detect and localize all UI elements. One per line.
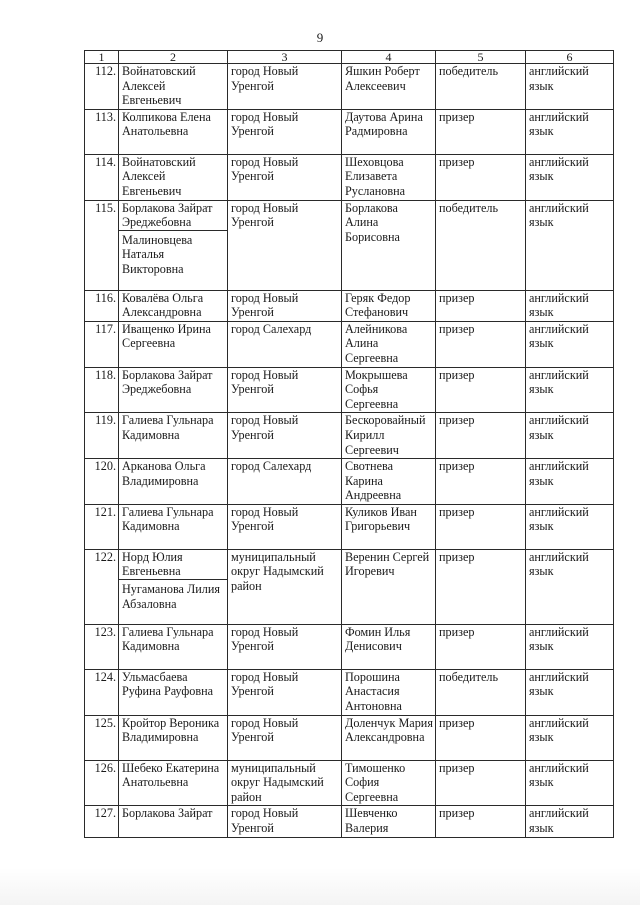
table-row xyxy=(85,504,614,549)
teacher-name: Нугаманова Лилия Абзаловна xyxy=(119,579,227,611)
table-row xyxy=(85,154,614,200)
place-cell: муниципальный округ Надымский район xyxy=(228,760,342,806)
teacher-name: Кройтор Вероника Владимировна xyxy=(122,715,220,745)
student-cell: Веренин Сергей Игоревич xyxy=(342,549,436,624)
teacher-cell xyxy=(119,321,228,367)
teacher-cell xyxy=(119,715,228,760)
status-cell: призер xyxy=(436,290,526,321)
row-number: 119. xyxy=(85,413,119,459)
teacher-cell xyxy=(119,669,228,715)
student-cell: Алейникова Алина Сергеевна xyxy=(342,321,436,367)
teacher-cell xyxy=(119,290,228,321)
place-cell: город Новый Уренгой xyxy=(228,413,342,459)
status-cell: победитель xyxy=(436,64,526,110)
subject-cell: английский язык xyxy=(526,760,614,806)
column-header: 4 xyxy=(342,51,436,64)
teacher-cell xyxy=(119,549,228,624)
status-cell: призер xyxy=(436,413,526,459)
status-cell: призер xyxy=(436,109,526,154)
teacher-name: Норд Юлия Евгеньевна xyxy=(122,549,183,579)
column-header: 6 xyxy=(526,51,614,64)
table-row xyxy=(85,669,614,715)
place-cell: город Салехард xyxy=(228,321,342,367)
teacher-cell xyxy=(119,624,228,669)
table-row xyxy=(85,624,614,669)
teacher-name: Галиева Гульнара Кадимовна xyxy=(122,504,214,534)
teacher-name: Борлакова Зайрат Эреджебовна xyxy=(122,200,213,230)
place-cell: город Новый Уренгой xyxy=(228,624,342,669)
teacher-name: Шебеко Екатерина Анатольевна xyxy=(122,760,220,790)
teacher-cell xyxy=(119,64,228,110)
student-cell: Шевченко Валерия xyxy=(342,806,436,838)
table-row xyxy=(85,290,614,321)
subject-cell: английский язык xyxy=(526,806,614,838)
teacher-name: Борлакова Зайрат xyxy=(122,806,213,821)
table-row xyxy=(85,109,614,154)
teacher-name: Войнатовский Алексей Евгеньевич xyxy=(122,64,196,108)
student-cell: Бескоровайный Кирилл Сергеевич xyxy=(342,413,436,459)
subject-cell: английский язык xyxy=(526,109,614,154)
place-cell: город Салехард xyxy=(228,459,342,505)
subject-cell: английский язык xyxy=(526,669,614,715)
place-cell: город Новый Уренгой xyxy=(228,367,342,413)
row-number: 115. xyxy=(85,200,119,290)
subject-cell: английский язык xyxy=(526,715,614,760)
table-row xyxy=(85,367,614,413)
subject-cell: английский язык xyxy=(526,504,614,549)
place-cell: город Новый Уренгой xyxy=(228,154,342,200)
teacher-name: Галиева Гульнара Кадимовна xyxy=(122,624,214,654)
place-cell: город Новый Уренгой xyxy=(228,290,342,321)
column-header: 5 xyxy=(436,51,526,64)
place-cell: город Новый Уренгой xyxy=(228,109,342,154)
status-cell: победитель xyxy=(436,200,526,290)
row-number: 127. xyxy=(85,806,119,838)
teacher-cell xyxy=(119,413,228,459)
subject-cell: английский язык xyxy=(526,200,614,290)
place-cell: город Новый Уренгой xyxy=(228,200,342,290)
row-number: 121. xyxy=(85,504,119,549)
table-body xyxy=(85,64,614,838)
status-cell: призер xyxy=(436,459,526,505)
table-row xyxy=(85,715,614,760)
table-header xyxy=(85,51,614,64)
row-number: 126. xyxy=(85,760,119,806)
row-number: 122. xyxy=(85,549,119,624)
place-cell: город Новый Уренгой xyxy=(228,64,342,110)
student-cell: Мокрышева Софья Сергеевна xyxy=(342,367,436,413)
status-cell: победитель xyxy=(436,669,526,715)
student-cell: Яшкин Роберт Алексеевич xyxy=(342,64,436,110)
table-row xyxy=(85,321,614,367)
student-cell: Фомин Илья Денисович xyxy=(342,624,436,669)
teacher-name: Ульмасбаева Руфина Рауфовна xyxy=(122,669,214,699)
student-cell: Даутова Арина Радмировна xyxy=(342,109,436,154)
teacher-name: Борлакова Зайрат Эреджебовна xyxy=(122,367,213,397)
table-row xyxy=(85,200,614,290)
teacher-cell xyxy=(119,459,228,505)
scan-margin xyxy=(0,868,640,905)
table-row xyxy=(85,459,614,505)
column-header: 2 xyxy=(119,51,228,64)
subject-cell: английский язык xyxy=(526,154,614,200)
column-header: 1 xyxy=(85,51,119,64)
place-cell: город Новый Уренгой xyxy=(228,806,342,838)
status-cell: призер xyxy=(436,154,526,200)
teacher-cell xyxy=(119,806,228,838)
row-number: 112. xyxy=(85,64,119,110)
table-row xyxy=(85,64,614,110)
row-number: 116. xyxy=(85,290,119,321)
teacher-cell xyxy=(119,154,228,200)
table-row xyxy=(85,413,614,459)
teacher-name: Войнатовский Алексей Евгеньевич xyxy=(122,154,196,198)
student-cell: Геряк Федор Стефанович xyxy=(342,290,436,321)
teacher-name: Колпикова Елена Анатольевна xyxy=(122,109,211,139)
teacher-name: Иващенко Ирина Сергеевна xyxy=(122,321,211,351)
status-cell: призер xyxy=(436,806,526,838)
teacher-name: Галиева Гульнара Кадимовна xyxy=(122,413,214,442)
subject-cell: английский язык xyxy=(526,549,614,624)
row-number: 123. xyxy=(85,624,119,669)
student-cell: Куликов Иван Григорьевич xyxy=(342,504,436,549)
student-cell: Борлакова Алина Борисовна xyxy=(342,200,436,290)
results-table xyxy=(84,50,614,838)
subject-cell: английский язык xyxy=(526,413,614,459)
status-cell: призер xyxy=(436,321,526,367)
row-number: 114. xyxy=(85,154,119,200)
place-cell: муниципальный округ Надымский район xyxy=(228,549,342,624)
teacher-cell xyxy=(119,760,228,806)
row-number: 120. xyxy=(85,459,119,505)
subject-cell: английский язык xyxy=(526,290,614,321)
status-cell: призер xyxy=(436,715,526,760)
row-number: 113. xyxy=(85,109,119,154)
table-row xyxy=(85,549,614,624)
table-row xyxy=(85,760,614,806)
subject-cell: английский язык xyxy=(526,624,614,669)
row-number: 118. xyxy=(85,367,119,413)
row-number: 124. xyxy=(85,669,119,715)
status-cell: призер xyxy=(436,367,526,413)
column-header: 3 xyxy=(228,51,342,64)
page-number: 9 xyxy=(316,30,324,45)
subject-cell: английский язык xyxy=(526,459,614,505)
teacher-cell xyxy=(119,367,228,413)
status-cell: призер xyxy=(436,624,526,669)
student-cell: Шеховцова Елизавета Руслановна xyxy=(342,154,436,200)
subject-cell: английский язык xyxy=(526,367,614,413)
status-cell: призер xyxy=(436,504,526,549)
teacher-name: Ковалёва Ольга Александровна xyxy=(122,290,204,320)
student-cell: Тимошенко София Сергеевна xyxy=(342,760,436,806)
teacher-cell xyxy=(119,504,228,549)
place-cell: город Новый Уренгой xyxy=(228,669,342,715)
teacher-name: Малиновцева Наталья Викторовна xyxy=(119,230,227,277)
row-number: 117. xyxy=(85,321,119,367)
status-cell: призер xyxy=(436,760,526,806)
place-cell: город Новый Уренгой xyxy=(228,504,342,549)
student-cell: Свотнева Карина Андреевна xyxy=(342,459,436,505)
table-row xyxy=(85,806,614,838)
status-cell: призер xyxy=(436,549,526,624)
subject-cell: английский язык xyxy=(526,64,614,110)
student-cell: Доленчук Мария Александровна xyxy=(342,715,436,760)
student-cell: Порошина Анастасия Антоновна xyxy=(342,669,436,715)
teacher-name: Арканова Ольга Владимировна xyxy=(122,459,206,488)
teacher-cell xyxy=(119,109,228,154)
subject-cell: английский язык xyxy=(526,321,614,367)
row-number: 125. xyxy=(85,715,119,760)
place-cell: город Новый Уренгой xyxy=(228,715,342,760)
teacher-cell xyxy=(119,200,228,290)
